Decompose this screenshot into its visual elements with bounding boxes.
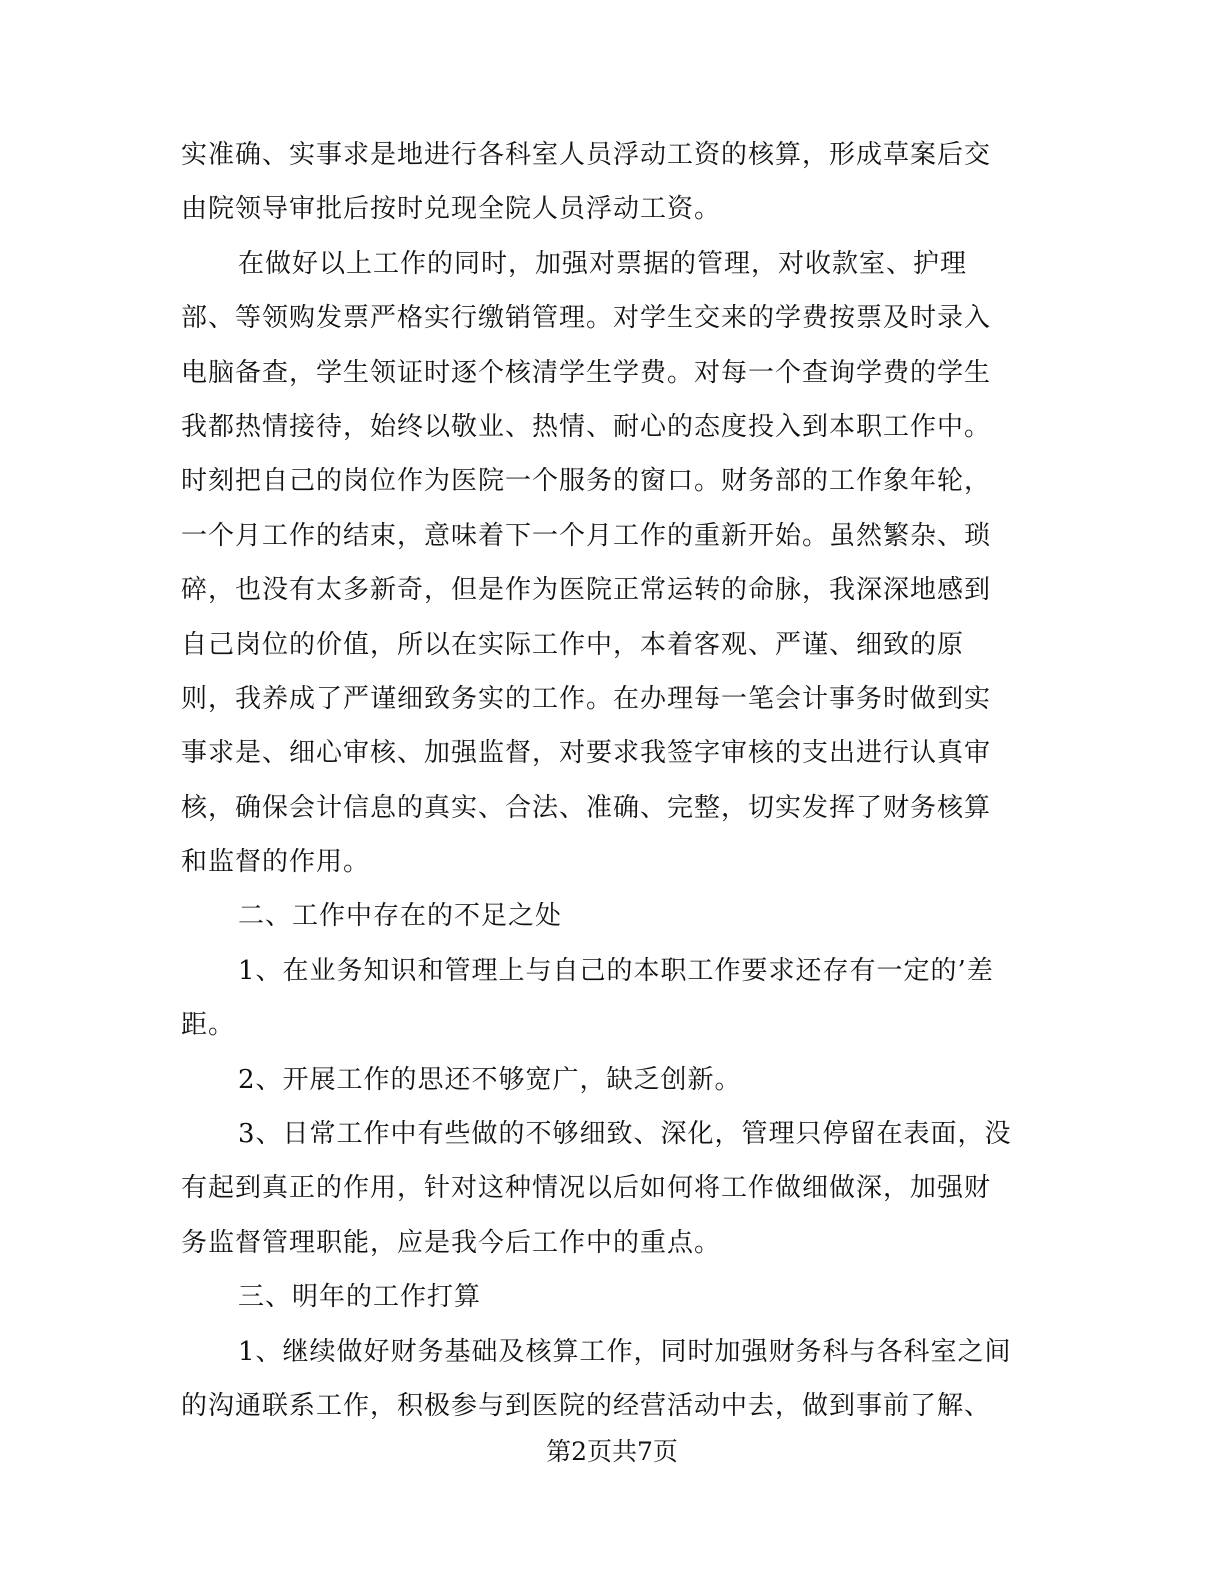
- list-item: 2、开展工作的思还不够宽广，缺乏创新。: [238, 1064, 742, 1095]
- body-line: 核，确保会计信息的真实、合法、准确、完整，切实发挥了财务核算: [181, 792, 992, 823]
- body-line: 我都热情接待，始终以敬业、热情、耐心的态度投入到本职工作中。: [181, 411, 992, 442]
- body-line: 则，我养成了严谨细致务实的工作。在办理每一笔会计事务时做到实: [181, 683, 992, 714]
- body-line: 实准确、实事求是地进行各科室人员浮动工资的核算，形成草案后交: [181, 140, 992, 170]
- page-number: 第2页共7页: [546, 1437, 678, 1466]
- section-heading: 三、明年的工作打算: [238, 1282, 482, 1313]
- body-line: 时刻把自己的岗位作为医院一个服务的窗口。财务部的工作象年轮，: [181, 466, 992, 497]
- body-line: 自己岗位的价值，所以在实际工作中，本着客观、严谨、细致的原: [181, 629, 965, 660]
- list-item: 1、继续做好财务基础及核算工作，同时加强财务科与各科室之间: [238, 1336, 1012, 1367]
- body-line: 事求是、细心审核、加强监督，对要求我签字审核的支出进行认真审: [181, 738, 992, 769]
- body-line: 距。: [181, 1010, 236, 1041]
- body-line: 部、等领购发票严格实行缴销管理。对学生交来的学费按票及时录入: [181, 303, 992, 334]
- document-body: [181, 128, 1041, 1433]
- body-line: 碎，也没有太多新奇，但是作为医院正常运转的命脉，我深深地感到: [181, 575, 992, 606]
- body-line: 电脑备查，学生领证时逐个核清学生学费。对每一个查询学费的学生: [181, 357, 992, 388]
- body-line: 务监督管理职能，应是我今后工作中的重点。: [181, 1227, 722, 1258]
- section-heading: 二、工作中存在的不足之处: [238, 901, 563, 932]
- body-line: 有起到真正的作用，针对这种情况以后如何将工作做细做深，加强财: [181, 1173, 992, 1204]
- body-line: 和监督的作用。: [181, 847, 371, 878]
- body-line: 一个月工作的结束，意味着下一个月工作的重新开始。虽然繁杂、琐: [181, 520, 992, 551]
- paragraph-first-line: 在做好以上工作的同时，加强对票据的管理，对收款室、护理: [238, 248, 968, 279]
- list-item: 1、在业务知识和管理上与自己的本职工作要求还存有一定的’差: [238, 955, 994, 986]
- body-line: 的沟通联系工作，积极参与到医院的经营活动中去，做到事前了解、: [181, 1390, 992, 1421]
- body-line: 由院领导审批后按时兑现全院人员浮动工资。: [181, 194, 722, 225]
- list-item: 3、日常工作中有些做的不够细致、深化，管理只停留在表面，没: [238, 1119, 1012, 1150]
